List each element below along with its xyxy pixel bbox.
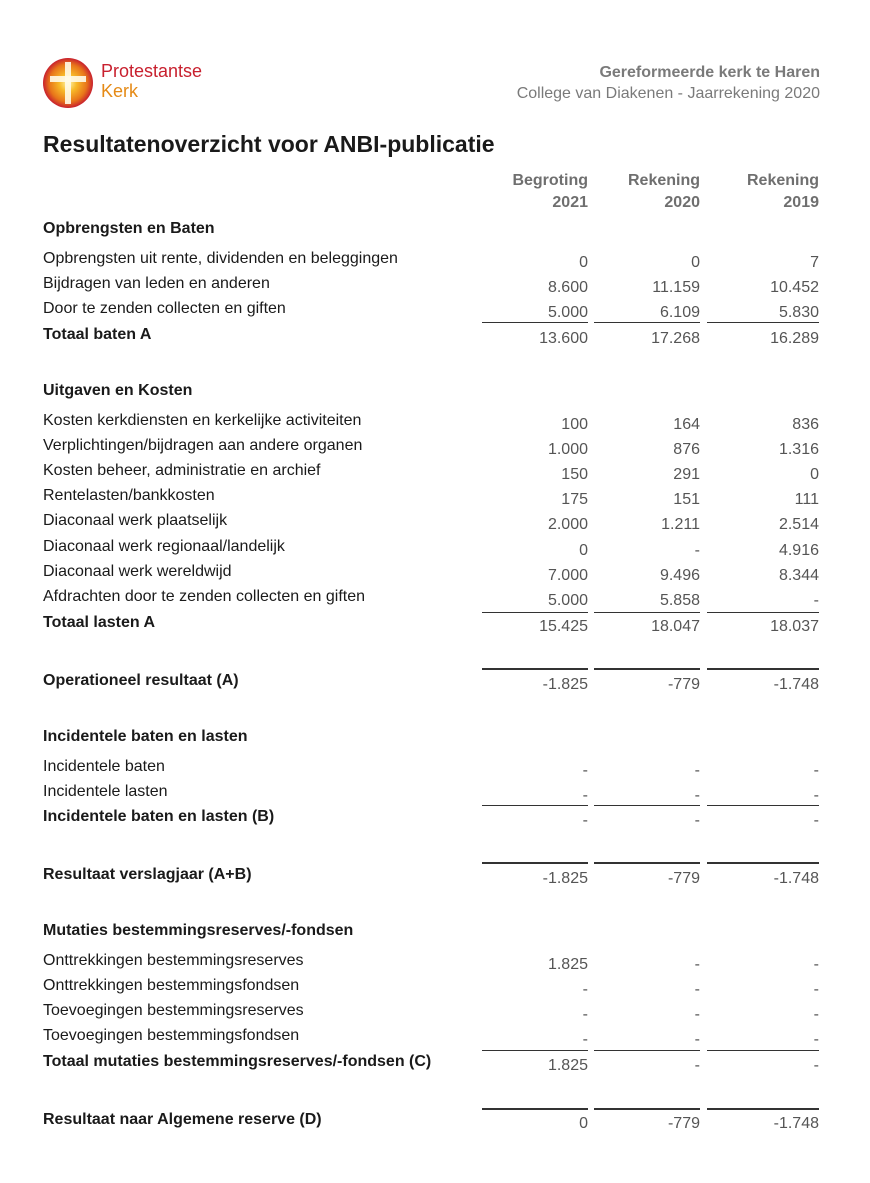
result-line [482,862,588,864]
logo-text-protestantse: Protestantse [101,61,203,81]
row-value-col3: - [813,956,819,973]
table-row [0,977,870,1001]
row-value-col1: 0 [579,542,588,559]
row-value-col1: 175 [561,491,588,508]
table-row [0,275,870,299]
column-header-rekening-2020 [600,170,700,214]
row-value-col1: - [582,787,588,804]
subtotal-line [482,612,588,613]
column-header-line2: 2020 [664,194,700,211]
row-label: Toevoegingen bestemmingsfondsen [43,1027,300,1044]
row-label: Door te zenden collecten en giften [43,300,286,317]
row-value-col2: 9.496 [659,567,700,584]
row-value-col3: - [813,981,819,998]
row-label: Incidentele baten en lasten [43,728,248,745]
column-header-line2: 2021 [552,194,588,211]
table-row [0,1002,870,1026]
row-value-col2: 17.268 [651,330,700,347]
table-row-heading [0,1111,870,1135]
row-value-col3: 1.316 [778,441,819,458]
row-value-col3: -1.748 [773,676,819,693]
row-value-col1: 8.600 [547,279,588,296]
row-value-col3: - [813,1006,819,1023]
result-line [707,668,819,670]
table-row-heading [0,614,870,638]
table-row [0,1027,870,1051]
result-line [594,668,700,670]
row-label: Verplichtingen/bijdragen aan andere organen [43,437,363,454]
row-value-col2: 5.858 [659,592,700,609]
table-row [0,437,870,461]
row-value-col3: 16.289 [770,330,819,347]
table-row [0,783,870,807]
table-row [0,462,870,486]
row-label: Incidentele baten en lasten (B) [43,808,275,825]
row-label: Mutaties bestemmingsreserves/-fondsen [43,922,354,939]
row-value-col2: - [694,981,700,998]
row-label: Kosten kerkdiensten en kerkelijke activiteiten [43,412,362,429]
column-header-rekening-2019 [719,170,819,214]
row-value-col3: 111 [794,491,819,508]
table-row-heading [0,382,870,406]
column-header-line1: Begroting [512,172,588,189]
subtotal-line [707,805,819,806]
result-line [594,862,700,864]
row-label: Incidentele lasten [43,783,168,800]
row-value-col3: 18.037 [770,618,819,635]
row-value-col2: 151 [673,491,700,508]
table-row [0,538,870,562]
row-label: Diaconaal werk plaatselijk [43,512,228,529]
document-subtitle: College van Diakenen - Jaarrekening 2020 [516,85,820,102]
organization-header [517,62,820,104]
table-row [0,588,870,612]
row-value-col2: - [694,542,700,559]
row-value-col1: - [582,762,588,779]
row-value-col3: 2.514 [778,516,819,533]
table-row-heading [0,728,870,752]
row-label: Rentelasten/bankkosten [43,487,215,504]
result-line [594,1108,700,1110]
row-value-col1: -1.825 [542,676,588,693]
row-label: Opbrengsten uit rente, dividenden en beleggingen [43,250,398,267]
subtotal-line [482,322,588,323]
row-label: Opbrengsten en Baten [43,220,215,237]
row-value-col1: 0 [579,254,588,271]
row-label: Resultaat verslagjaar (A+B) [43,866,252,883]
row-value-col1: 15.425 [539,618,588,635]
result-line [482,668,588,670]
table-row-heading [0,220,870,244]
subtotal-line [594,612,700,613]
row-value-col1: 5.000 [547,304,588,321]
row-value-col1: 100 [561,416,588,433]
row-value-col1: 13.600 [539,330,588,347]
row-value-col3: 5.830 [778,304,819,321]
row-value-col3: 4.916 [778,542,819,559]
table-row [0,952,870,976]
table-row [0,412,870,436]
row-value-col1: 150 [561,466,588,483]
subtotal-line [707,1050,819,1051]
subtotal-line [707,322,819,323]
table-row-heading [0,1053,870,1077]
row-value-col1: -1.825 [542,870,588,887]
row-label: Totaal lasten A [43,614,156,631]
table-row [0,563,870,587]
table-row [0,512,870,536]
result-line [707,1108,819,1110]
row-label: Onttrekkingen bestemmingsreserves [43,952,304,969]
subtotal-line [482,805,588,806]
column-header-line2: 2019 [783,194,819,211]
row-value-col1: 1.825 [547,956,588,973]
row-label: Incidentele baten [43,758,165,775]
row-label: Resultaat naar Algemene reserve (D) [43,1111,322,1128]
table-row [0,758,870,782]
row-value-col3: -1.748 [773,1115,819,1132]
row-value-col2: - [694,1031,700,1048]
row-value-col2: - [694,812,700,829]
row-value-col2: - [694,787,700,804]
row-value-col2: 6.109 [659,304,700,321]
row-value-col3: - [813,812,819,829]
row-value-col1: - [582,981,588,998]
logo [42,57,222,111]
subtotal-line [594,805,700,806]
row-value-col2: 1.211 [661,516,700,533]
row-value-col1: 0 [579,1115,588,1132]
table-row [0,300,870,324]
row-value-col2: 0 [691,254,700,271]
row-value-col1: 2.000 [547,516,588,533]
row-value-col2: -779 [667,870,700,887]
row-value-col2: - [694,1057,700,1074]
row-value-col3: 0 [810,466,819,483]
row-value-col3: 836 [792,416,819,433]
row-value-col3: - [813,762,819,779]
subtotal-line [594,1050,700,1051]
table-row-heading [0,672,870,696]
row-value-col3: -1.748 [773,870,819,887]
row-value-col1: - [582,1006,588,1023]
row-value-col2: - [694,762,700,779]
row-label: Bijdragen van leden en anderen [43,275,270,292]
result-line [707,862,819,864]
row-value-col2: - [694,956,700,973]
row-label: Totaal baten A [43,326,152,343]
row-value-col3: 7 [810,254,819,271]
row-value-col1: 1.000 [547,441,588,458]
row-value-col2: 18.047 [651,618,700,635]
row-value-col1: - [582,812,588,829]
row-value-col3: 8.344 [778,567,819,584]
result-line [482,1108,588,1110]
row-value-col2: 11.159 [652,279,700,296]
row-value-col2: 291 [673,466,700,483]
row-value-col2: 876 [673,441,700,458]
table-row [0,487,870,511]
row-value-col2: 164 [673,416,700,433]
row-value-col2: -779 [667,676,700,693]
protestantse-kerk-logo-icon [42,57,94,109]
table-row-heading [0,326,870,350]
column-header-line1: Rekening [746,172,819,189]
organization-name: Gereformeerde kerk te Haren [599,64,820,81]
table-row-heading [0,866,870,890]
row-value-col3: - [813,1057,819,1074]
column-header-line1: Rekening [627,172,700,189]
row-value-col3: - [813,592,819,609]
column-header-begroting-2021 [488,170,588,214]
subtotal-line [482,1050,588,1051]
row-label: Kosten beheer, administratie en archief [43,462,321,479]
page-title: Resultatenoverzicht voor ANBI-publicatie [43,131,495,157]
row-value-col1: - [582,1031,588,1048]
table-row-heading [0,922,870,946]
logo-text-kerk: Kerk [101,81,139,101]
row-label: Totaal mutaties bestemmingsreserves/-fondsen (C) [43,1053,432,1070]
row-label: Diaconaal werk wereldwijd [43,563,232,580]
row-value-col3: - [813,787,819,804]
row-label: Onttrekkingen bestemmingsfondsen [43,977,300,994]
row-label: Afdrachten door te zenden collecten en giften [43,588,365,605]
table-row [0,250,870,274]
row-value-col1: 1.825 [547,1057,588,1074]
row-label: Uitgaven en Kosten [43,382,193,399]
subtotal-line [594,322,700,323]
row-label: Diaconaal werk regionaal/landelijk [43,538,285,555]
row-label: Toevoegingen bestemmingsreserves [43,1002,304,1019]
row-value-col1: 7.000 [547,567,588,584]
subtotal-line [707,612,819,613]
row-label: Operationeel resultaat (A) [43,672,239,689]
row-value-col2: -779 [667,1115,700,1132]
table-row-heading [0,808,870,832]
row-value-col1: 5.000 [547,592,588,609]
row-value-col3: - [813,1031,819,1048]
row-value-col3: 10.452 [770,279,819,296]
row-value-col2: - [694,1006,700,1023]
